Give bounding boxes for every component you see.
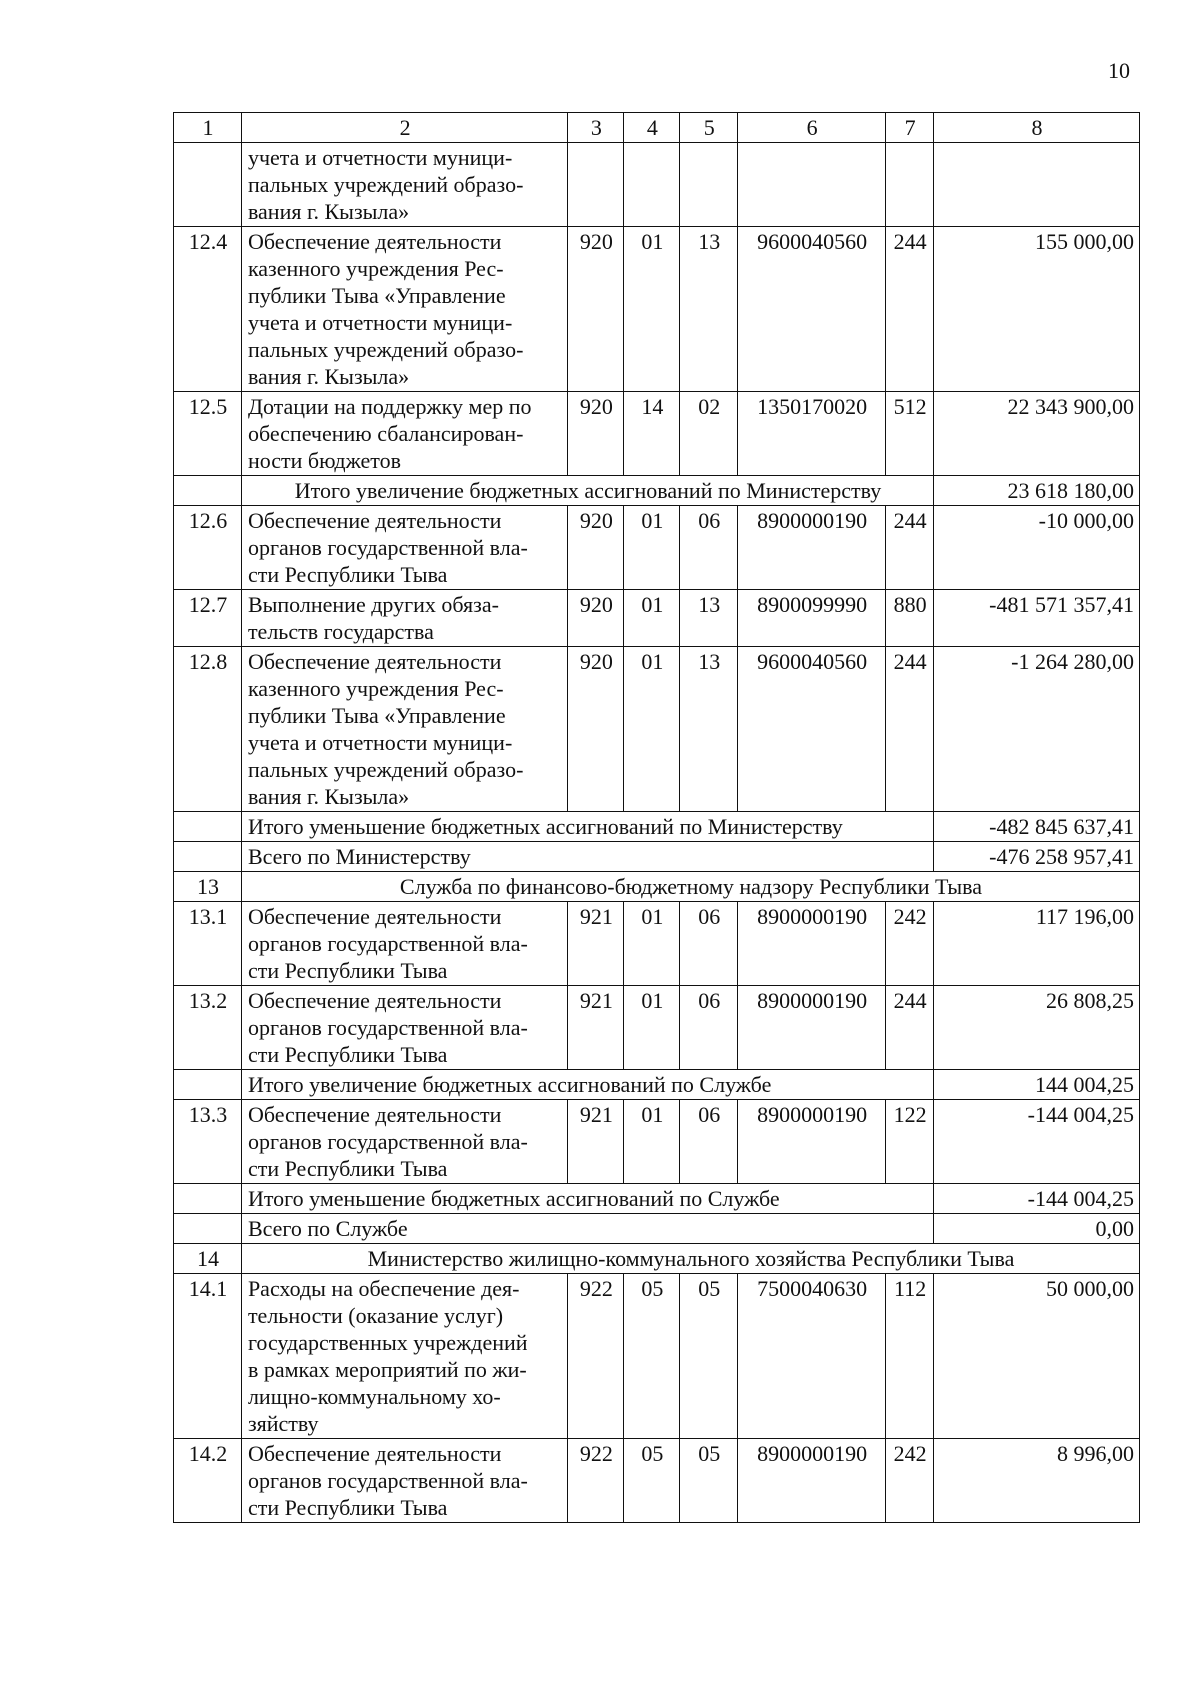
item-number-cell: 12.5 bbox=[174, 392, 242, 476]
description-line: вания г. Кызыла» bbox=[247, 364, 410, 389]
table-header-row bbox=[174, 113, 1140, 143]
total-label-cell: Всего по Службе bbox=[241, 1214, 933, 1244]
subsection-code-cell: 05 bbox=[680, 1439, 738, 1523]
description-line: Расходы на обеспечение дея- bbox=[247, 1276, 520, 1301]
description-line: Обеспечение деятельности bbox=[247, 649, 502, 674]
description-cell bbox=[241, 1100, 567, 1184]
description-cell bbox=[241, 1274, 567, 1439]
total-amount-cell: 0,00 bbox=[934, 1214, 1140, 1244]
section-row bbox=[174, 1244, 1140, 1274]
expense-type-cell: 244 bbox=[886, 506, 934, 590]
ministry-code-cell bbox=[568, 143, 624, 227]
section-code-cell: 01 bbox=[624, 227, 680, 392]
section-number-cell: 14 bbox=[174, 1244, 242, 1274]
ministry-code-cell: 920 bbox=[568, 227, 624, 392]
description-line: пальных учреждений образо- bbox=[247, 757, 524, 782]
description-cell bbox=[241, 392, 567, 476]
description-line: Обеспечение деятельности bbox=[247, 988, 502, 1013]
table-row bbox=[174, 1439, 1140, 1523]
description-line: сти Республики Тыва bbox=[247, 562, 448, 587]
total-label-cell: Итого увеличение бюджетных ассигнований по Службе bbox=[241, 1070, 933, 1100]
amount-cell: 8 996,00 bbox=[934, 1439, 1140, 1523]
table-row bbox=[174, 506, 1140, 590]
column-number-cell: 8 bbox=[934, 113, 1140, 143]
expense-type-cell: 242 bbox=[886, 1439, 934, 1523]
total-label-cell: Итого уменьшение бюджетных ассигнований по Службе bbox=[241, 1184, 933, 1214]
subsection-code-cell: 06 bbox=[680, 1100, 738, 1184]
column-number-cell: 5 bbox=[680, 113, 738, 143]
total-label-cell: Итого уменьшение бюджетных ассигнований по Министерству bbox=[241, 812, 933, 842]
table-row bbox=[174, 1100, 1140, 1184]
section-code-cell: 01 bbox=[624, 902, 680, 986]
total-label-cell: Всего по Министерству bbox=[241, 842, 933, 872]
description-line: публики Тыва «Управление bbox=[247, 283, 506, 308]
ministry-code-cell: 920 bbox=[568, 590, 624, 647]
subsection-code-cell bbox=[680, 143, 738, 227]
subsection-code-cell: 13 bbox=[680, 647, 738, 812]
section-code-cell: 01 bbox=[624, 1100, 680, 1184]
expense-type-cell: 512 bbox=[886, 392, 934, 476]
ministry-code-cell: 920 bbox=[568, 392, 624, 476]
table-row bbox=[174, 986, 1140, 1070]
total-amount-cell: 23 618 180,00 bbox=[934, 476, 1140, 506]
section-code-cell: 14 bbox=[624, 392, 680, 476]
description-line: Обеспечение деятельности bbox=[247, 508, 502, 533]
description-line: зяйству bbox=[247, 1411, 319, 1436]
target-article-cell: 8900000190 bbox=[738, 1439, 886, 1523]
amount-cell: 22 343 900,00 bbox=[934, 392, 1140, 476]
section-code-cell: 01 bbox=[624, 590, 680, 647]
section-code-cell bbox=[624, 143, 680, 227]
table-row bbox=[174, 392, 1140, 476]
amount-cell: 117 196,00 bbox=[934, 902, 1140, 986]
expense-type-cell: 244 bbox=[886, 647, 934, 812]
expense-type-cell: 880 bbox=[886, 590, 934, 647]
item-number-cell: 13.1 bbox=[174, 902, 242, 986]
empty-number-cell bbox=[174, 476, 242, 506]
description-line: тельств государства bbox=[247, 619, 434, 644]
section-code-cell: 01 bbox=[624, 506, 680, 590]
ministry-code-cell: 921 bbox=[568, 902, 624, 986]
amount-cell: 26 808,25 bbox=[934, 986, 1140, 1070]
section-code-cell: 01 bbox=[624, 647, 680, 812]
table-row bbox=[174, 143, 1140, 227]
page-number: 10 bbox=[1108, 58, 1130, 83]
description-line: органов государственной вла- bbox=[247, 1129, 528, 1154]
description-cell bbox=[241, 902, 567, 986]
section-number-cell: 13 bbox=[174, 872, 242, 902]
section-row bbox=[174, 872, 1140, 902]
total-row bbox=[174, 1184, 1140, 1214]
target-article-cell: 9600040560 bbox=[738, 647, 886, 812]
description-line: ности бюджетов bbox=[247, 448, 402, 473]
amount-cell: -1 264 280,00 bbox=[934, 647, 1140, 812]
amount-cell: -144 004,25 bbox=[934, 1100, 1140, 1184]
target-article-cell bbox=[738, 143, 886, 227]
empty-number-cell bbox=[174, 1184, 242, 1214]
description-line: сти Республики Тыва bbox=[247, 1156, 448, 1181]
table-row bbox=[174, 590, 1140, 647]
description-line: органов государственной вла- bbox=[247, 931, 528, 956]
target-article-cell: 7500040630 bbox=[738, 1274, 886, 1439]
table-row bbox=[174, 902, 1140, 986]
expense-type-cell: 112 bbox=[886, 1274, 934, 1439]
description-cell bbox=[241, 590, 567, 647]
description-cell bbox=[241, 227, 567, 392]
subsection-code-cell: 02 bbox=[680, 392, 738, 476]
description-line: вания г. Кызыла» bbox=[247, 199, 410, 224]
description-line: Дотации на поддержку мер по bbox=[247, 394, 532, 419]
table-row bbox=[174, 227, 1140, 392]
expense-type-cell: 244 bbox=[886, 986, 934, 1070]
expense-type-cell: 242 bbox=[886, 902, 934, 986]
description-line: сти Республики Тыва bbox=[247, 1042, 448, 1067]
item-number-cell: 13.2 bbox=[174, 986, 242, 1070]
total-amount-cell: 144 004,25 bbox=[934, 1070, 1140, 1100]
description-cell bbox=[241, 143, 567, 227]
total-amount-cell: -144 004,25 bbox=[934, 1184, 1140, 1214]
column-number-cell: 7 bbox=[886, 113, 934, 143]
ministry-code-cell: 922 bbox=[568, 1439, 624, 1523]
item-number-cell: 12.8 bbox=[174, 647, 242, 812]
subsection-code-cell: 13 bbox=[680, 227, 738, 392]
description-line: лищно-коммунальному хо- bbox=[247, 1384, 501, 1409]
expense-type-cell: 244 bbox=[886, 227, 934, 392]
description-cell bbox=[241, 986, 567, 1070]
budget-table bbox=[173, 112, 1140, 1523]
description-line: казенного учреждения Рес- bbox=[247, 256, 504, 281]
description-line: в рамках мероприятий по жи- bbox=[247, 1357, 527, 1382]
description-line: тельности (оказание услуг) bbox=[247, 1303, 504, 1328]
description-line: сти Республики Тыва bbox=[247, 958, 448, 983]
description-line: Обеспечение деятельности bbox=[247, 229, 502, 254]
amount-cell bbox=[934, 143, 1140, 227]
description-line: учета и отчетности муници- bbox=[247, 145, 513, 170]
section-code-cell: 05 bbox=[624, 1439, 680, 1523]
target-article-cell: 8900000190 bbox=[738, 902, 886, 986]
description-line: органов государственной вла- bbox=[247, 1015, 528, 1040]
column-number-cell: 6 bbox=[738, 113, 886, 143]
target-article-cell: 8900000190 bbox=[738, 986, 886, 1070]
target-article-cell: 9600040560 bbox=[738, 227, 886, 392]
target-article-cell: 8900000190 bbox=[738, 1100, 886, 1184]
amount-cell: 50 000,00 bbox=[934, 1274, 1140, 1439]
subsection-code-cell: 06 bbox=[680, 506, 738, 590]
subsection-code-cell: 05 bbox=[680, 1274, 738, 1439]
total-row bbox=[174, 476, 1140, 506]
description-line: Выполнение других обяза- bbox=[247, 592, 499, 617]
expense-type-cell bbox=[886, 143, 934, 227]
item-number-cell: 13.3 bbox=[174, 1100, 242, 1184]
ministry-code-cell: 920 bbox=[568, 647, 624, 812]
subsection-code-cell: 06 bbox=[680, 902, 738, 986]
amount-cell: -10 000,00 bbox=[934, 506, 1140, 590]
description-line: учета и отчетности муници- bbox=[247, 730, 513, 755]
item-number-cell: 14.2 bbox=[174, 1439, 242, 1523]
column-number-cell: 3 bbox=[568, 113, 624, 143]
description-cell bbox=[241, 647, 567, 812]
target-article-cell: 1350170020 bbox=[738, 392, 886, 476]
description-line: вания г. Кызыла» bbox=[247, 784, 410, 809]
section-code-cell: 01 bbox=[624, 986, 680, 1070]
ministry-code-cell: 921 bbox=[568, 1100, 624, 1184]
description-line: публики Тыва «Управление bbox=[247, 703, 506, 728]
empty-number-cell bbox=[174, 1214, 242, 1244]
description-cell bbox=[241, 1439, 567, 1523]
item-number-cell: 12.4 bbox=[174, 227, 242, 392]
total-row bbox=[174, 1070, 1140, 1100]
description-line: Обеспечение деятельности bbox=[247, 1102, 502, 1127]
description-line: учета и отчетности муници- bbox=[247, 310, 513, 335]
empty-number-cell bbox=[174, 812, 242, 842]
total-amount-cell: -476 258 957,41 bbox=[934, 842, 1140, 872]
description-line: Обеспечение деятельности bbox=[247, 1441, 502, 1466]
description-line: казенного учреждения Рес- bbox=[247, 676, 504, 701]
subsection-code-cell: 06 bbox=[680, 986, 738, 1070]
column-number-cell: 4 bbox=[624, 113, 680, 143]
item-number-cell: 12.6 bbox=[174, 506, 242, 590]
description-cell bbox=[241, 506, 567, 590]
total-amount-cell: -482 845 637,41 bbox=[934, 812, 1140, 842]
section-title-cell: Министерство жилищно-коммунального хозяйства Республики Тыва bbox=[241, 1244, 1139, 1274]
total-row bbox=[174, 812, 1140, 842]
item-number-cell: 12.7 bbox=[174, 590, 242, 647]
table-row bbox=[174, 1274, 1140, 1439]
description-line: сти Республики Тыва bbox=[247, 1495, 448, 1520]
item-number-cell bbox=[174, 143, 242, 227]
section-title-cell: Служба по финансово-бюджетному надзору Республики Тыва bbox=[241, 872, 1139, 902]
ministry-code-cell: 920 bbox=[568, 506, 624, 590]
description-line: пальных учреждений образо- bbox=[247, 337, 524, 362]
description-line: государственных учреждений bbox=[247, 1330, 528, 1355]
amount-cell: -481 571 357,41 bbox=[934, 590, 1140, 647]
amount-cell: 155 000,00 bbox=[934, 227, 1140, 392]
target-article-cell: 8900099990 bbox=[738, 590, 886, 647]
target-article-cell: 8900000190 bbox=[738, 506, 886, 590]
empty-number-cell bbox=[174, 842, 242, 872]
description-line: органов государственной вла- bbox=[247, 535, 528, 560]
total-label-cell: Итого увеличение бюджетных ассигнований по Министерству bbox=[241, 476, 933, 506]
empty-number-cell bbox=[174, 1070, 242, 1100]
ministry-code-cell: 921 bbox=[568, 986, 624, 1070]
column-number-cell: 2 bbox=[241, 113, 567, 143]
ministry-code-cell: 922 bbox=[568, 1274, 624, 1439]
expense-type-cell: 122 bbox=[886, 1100, 934, 1184]
description-line: обеспечению сбалансирован- bbox=[247, 421, 524, 446]
total-row bbox=[174, 842, 1140, 872]
description-line: органов государственной вла- bbox=[247, 1468, 528, 1493]
table-row bbox=[174, 647, 1140, 812]
description-line: пальных учреждений образо- bbox=[247, 172, 524, 197]
section-code-cell: 05 bbox=[624, 1274, 680, 1439]
item-number-cell: 14.1 bbox=[174, 1274, 242, 1439]
description-line: Обеспечение деятельности bbox=[247, 904, 502, 929]
total-row bbox=[174, 1214, 1140, 1244]
column-number-cell: 1 bbox=[174, 113, 242, 143]
subsection-code-cell: 13 bbox=[680, 590, 738, 647]
